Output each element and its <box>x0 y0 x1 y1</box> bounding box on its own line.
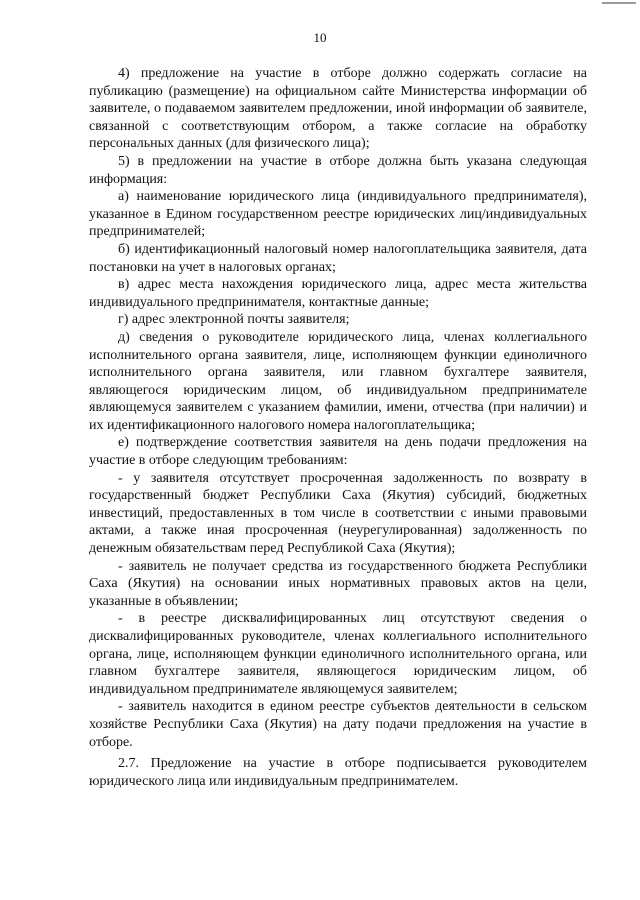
page-number: 10 <box>313 30 327 45</box>
paragraph-section-2-7-signature: 2.7. Предложение на участие в отборе подписывается руководителем юридического лица или индивидуальным предпринимателем. <box>89 756 587 789</box>
paragraph-requirement-no-disqualified: - в реестре дисквалифицированных лиц отсутствуют сведения о дисквалифицированных руководителе, членах коллегиального исполнительного органа, лице, исполняющем функции единоличного исполнительного органа, или главном бухгалтере заявителя, являющегося юридическим лицом, об индивидуальном предпринимателе являющемуся заявителем; <box>89 611 587 697</box>
document-body <box>89 65 587 790</box>
paragraph-requirement-no-other-funds: - заявитель не получает средства из государственного бюджета Республики Саха (Якутия) на основании иных нормативных правовых актов на цели, указанные в объявлении; <box>89 558 587 609</box>
paragraph-subitem-a-name: а) наименование юридического лица (индивидуального предпринимателя), указанное в Едином государственном реестре юридических лиц/индивидуальных предпринимателей; <box>89 189 587 240</box>
paragraph-subitem-d-management: д) сведения о руководителе юридического лица, членах коллегиального исполнительного органа заявителя, лице, исполняющем функции единоличного исполнительного органа заявителя, или главном бухгалтере заявителя, являющегося юридическим лицом, об индивидуальном предпринимателе являющемуся заявителем с указанием фамилии, имени, отчества (при наличии) и их идентификационного налогового номера налогоплательщика; <box>89 329 587 433</box>
paragraph-item-5-required-info: 5) в предложении на участие в отборе должна быть указана следующая информация: <box>89 153 587 187</box>
paragraph-subitem-b-tax-id: б) идентификационный налоговый номер налогоплательщика заявителя, дата постановки на учет в налоговых органах; <box>89 241 587 275</box>
paragraph-item-4-consent: 4) предложение на участие в отборе должно содержать согласие на публикацию (размещение) на официальном сайте Министерства информации об заявителе, о подаваемом заявителем предложении, иной информации об заявителе, связанной с соответствующим отбором, а также согласие на обработку персональных данных (для физического лица); <box>89 66 587 152</box>
scan-corner-mark <box>602 2 636 4</box>
paragraph-requirement-no-debt: - у заявителя отсутствует просроченная задолженность по возврату в государственный бюджет Республики Саха (Якутия) субсидий, бюджетных инвестиций, предоставленных в том числе в соответствии с иными правовыми актами, а также иная просроченная (неурегулированная) задолженность по денежным обязательствам перед Республикой Саха (Якутия); <box>89 470 587 557</box>
paragraph-subitem-v-address: в) адрес места нахождения юридического лица, адрес места жительства индивидуального предпринимателя, контактные данные; <box>89 277 587 310</box>
paragraph-subitem-g-email: г) адрес электронной почты заявителя; <box>118 312 350 328</box>
paragraph-requirement-registry: - заявитель находится в едином реестре субъектов деятельности в сельском хозяйстве Республики Саха (Якутия) на дату подачи предложения на участие в отборе. <box>89 699 587 750</box>
paragraph-subitem-e-compliance: е) подтверждение соответствия заявителя на день подачи предложения на участие в отборе следующим требованиям: <box>89 435 587 469</box>
